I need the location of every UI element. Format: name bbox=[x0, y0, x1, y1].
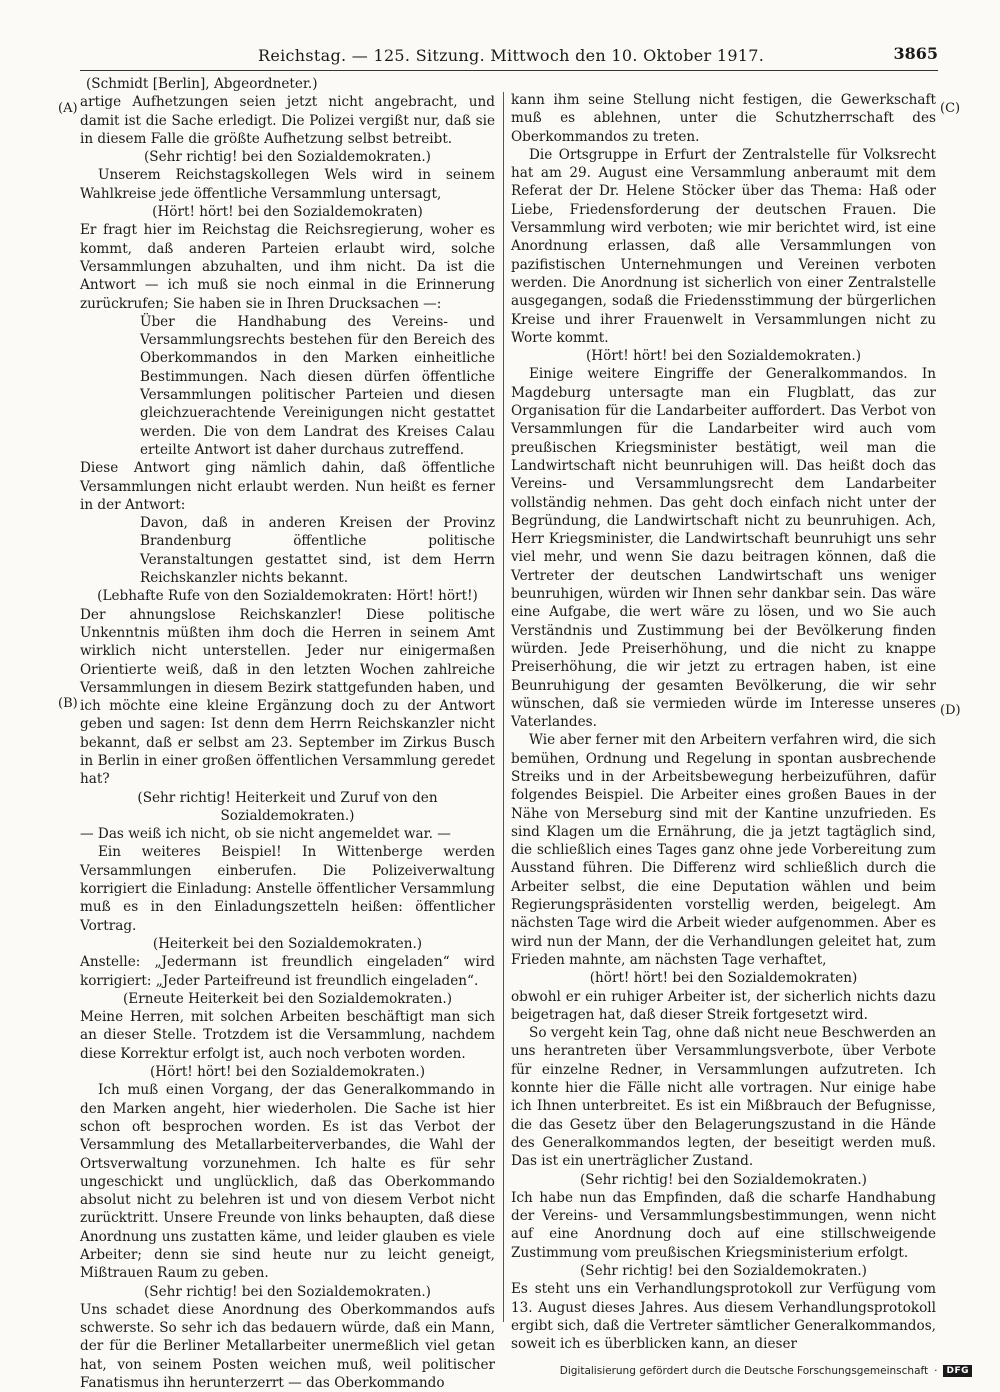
paragraph: kann ihm seine Stellung nicht festigen, die Gewerkschaft muß es ablehnen, unter die Schutzherrschaft des Oberkommandos zu treten. bbox=[511, 92, 936, 145]
paragraph: Einige weitere Eingriffe der Generalkommandos. In Magdeburg untersagte man ein Flugblatt, das zur Organisation für die Landarbeiter auffordert. Das Verbot von Versammlungen für die Landarbeiter wird auch vom preußischen Kriegsminister bestätigt, weil man die Landwirtschaft nicht beunruhigen will. Das heißt doch das Vereins- und Versammlungsrecht dem Landarbeiter vollständig nehmen. Das geht doch einfach nicht unter der Begründung, die Landwirtschaft nicht zu beunruhigen. Ach, Herr Kriegsminister, die Landwirtschaft beunruhigt uns sehr viel mehr, und wenn Sie dazu beitragen können, daß die Vertreter der deutschen Landwirtschaft uns weniger beunruhigen, würden wir Ihnen sehr dankbar sein. Das wäre eine Aufgabe, die wert wäre zu lösen, und wo Sie auch Verständnis und Zustimmung bei der Bevölkerung finden würden. Jede Preiserhöhung, und die nicht zu knappe Preiserhöhung, die wir jetzt zu ertragen haben, ist eine Beunruhigung der gesamten Bevölkerung, die wir sehr wünschen, daß sie vermieden würde im Interesse unseres Vaterlandes. bbox=[511, 366, 936, 731]
paragraph: Über die Handhabung des Vereins- und Versammlungsrechts bestehen für den Bereich des Oberkommandos in den Marken einheitliche Bestimmungen. Nach diesen dürfen öffentliche Versammlungen politischer Parteien und diesen gleichzuerachtende Vereinigungen nicht gestattet werden. Die von dem Landrat des Kreises Calau erteilte Antwort ist daher durchaus zutreffend. bbox=[140, 313, 495, 458]
interjection: (hört! hört! bei den Sozialdemokraten) bbox=[589, 970, 858, 987]
paragraph: Ein weiteres Beispiel! In Wittenberge werden Versammlungen einberufen. Die Polizeiverwaltung korrigiert die Einladung: Anstelle öffentlicher Versammlung muß es in den Einladungszetteln heißen: öffentlicher Vortrag. bbox=[80, 844, 495, 934]
margin-letter-c: (C) bbox=[940, 101, 961, 116]
paragraph: Wie aber ferner mit den Arbeitern verfahren wird, die sich bemühen, Ordnung und Regelung in spontan ausbrechende Streiks und in der Arbeitsbewegung herbeizuführen, dafür folgendes Beispiel. Die Arbeiter eines großen Baues in der Nähe von Merseburg sind mit der Kantine unzufrieden. Es sind Klagen um die Ernährung, die ja jetzt tagtäglich sind, die schließlich eines Tages ganz ohne jede Vorbereitung zum Ausstand führen. Die Differenz wird schließlich durch die Arbeiter selbst, die eine Deputation wählen und beim Regierungspräsidenten vorstellig werden, beigelegt. Am nächsten Tage wird die Arbeit wieder aufgenommen. Aber es wird nun der Mann, der die Verhandlungen geleitet hat, zum Frieden mahnte, am nächsten Tage verhaftet, bbox=[511, 732, 936, 968]
paragraph: Der ahnungslose Reichskanzler! Diese politische Unkenntnis müßten ihm doch die Herren in seinem Amt wirklich nicht unterstellen. Jeder nur einigermaßen Orientierte weiß, daß in den letzten Wochen zahlreiche Versammlungen in diesem Bezirk stattgefunden haben, und ich möchte eine kleine Ergänzung doch zu der Antwort geben und sagen: Ist denn dem Herrn Reichskanzler nicht bekannt, daß er selbst am 23. September im Zirkus Busch in Berlin in einer großen öffentlichen Versammlung geredet hat? bbox=[80, 606, 495, 788]
interjection: (Heiterkeit bei den Sozialdemokraten.) bbox=[152, 935, 423, 952]
paragraph: Davon, daß in anderen Kreisen der Provinz Brandenburg öffentliche politische Veranstaltungen gestattet sind, ist dem Herrn Reichskanzler nichts bekannt. bbox=[140, 515, 495, 587]
paragraph: Es steht uns ein Verhandlungsprotokoll zur Verfügung vom 13. August dieses Jahres. Aus diesem Verhandlungsprotokoll ergibt sich, daß die Vertreter sämtlicher Generalkommandos, soweit ich es überblicken kann, an dieser bbox=[511, 1281, 936, 1353]
paragraph: Er fragt hier im Reichstag die Reichsregierung, woher es kommt, daß anderen Parteien erlaubt wird, solche Versammlungen abzuhalten, und ihm nicht. Da ist die Antwort — ich muß sie noch einmal in die Erinnerung zurückrufen; Sie haben sie in Ihren Drucksachen —: bbox=[80, 222, 495, 312]
footer-credit bbox=[560, 1365, 972, 1377]
page-number: 3865 bbox=[893, 44, 938, 63]
paragraph: obwohl er ein ruhiger Arbeiter ist, der sicherlich nichts dazu beigetragen hat, daß dieser Streik fortgesetzt wird. bbox=[511, 988, 936, 1023]
paragraph: Ich habe nun das Empfinden, daß die scharfe Handhabung der Vereins- und Versammlungsbestimmungen, wenn nicht auf eine Anordnung doch auf eine stillschweigende Zustimmung vom preußischen Kriegsministerium erfolgt. bbox=[511, 1189, 936, 1261]
interjection: (Sehr richtig! Heiterkeit und Zuruf von den Sozialdemokraten.) bbox=[137, 789, 438, 824]
paragraph: artige Aufhetzungen seien jetzt nicht angebracht, und damit ist die Sache erledigt. Die Polizei vergißt nur, daß sie in diesem Falle die größte Aufhetzung selbst betreibt. bbox=[80, 94, 495, 147]
paragraph: — Das weiß ich nicht, ob sie nicht angemeldet war. — bbox=[80, 826, 451, 843]
margin-letter-b: (B) bbox=[58, 696, 78, 711]
paragraph: Anstelle: „Jedermann ist freundlich eingeladen“ wird korrigiert: „Jeder Parteifreund ist freundlich eingeladen“. bbox=[80, 954, 495, 989]
paragraph: Diese Antwort ging nämlich dahin, daß öffentliche Versammlungen nicht erlaubt werden. Nun heißt es ferner in der Antwort: bbox=[80, 460, 495, 513]
paragraph: Uns schadet diese Anordnung des Oberkommandos aufs schwerste. So sehr ich das bedauern würde, daß ein Mann, der für die Berliner Metallarbeiter unermeßlich viel getan hat, von seinem Posten weichen muß, weil politischer Fanatismus ihn herunterzerrt — das Oberkommando bbox=[80, 1301, 495, 1392]
page-header bbox=[80, 44, 938, 71]
interjection: (Sehr richtig! bei den Sozialdemokraten.) bbox=[580, 1263, 867, 1279]
paragraph: Unserem Reichstagskollegen Wels wird in seinem Wahlkreise jede öffentliche Versammlung untersagt, bbox=[80, 167, 495, 202]
footer-text: Digitalisierung gefördert durch die Deutsche Forschungsgemeinschaft bbox=[559, 1365, 929, 1377]
margin-letter-a: (A) bbox=[58, 101, 78, 116]
separator-dot: · bbox=[934, 1365, 938, 1377]
right-text-column bbox=[511, 91, 936, 1353]
interjection: (Sehr richtig! bei den Sozialdemokraten.) bbox=[144, 149, 431, 166]
column-divider bbox=[503, 92, 504, 1322]
paragraph: Die Ortsgruppe in Erfurt der Zentralstelle für Volksrecht hat am 29. August eine Versammlung anberaumt mit dem Referat der Dr. Helene Stöcker über das Thema: Haß oder Liebe, Friedensforderung der deutschen Frauen. Die Versammlung wird verboten; wie mir berichtet wird, ist eine Anordnung erlassen, daß alle Versammlungen von pazifistischen Unternehmungen und Vereinen verboten werden. Die Anordnung ist sicherlich von einer Zentralstelle ausgegangen, sodaß die Friedensstimmung der bürgerlichen Kreise und ihrer Frauenwelt in Versammlungen nicht zu Worte kommt. bbox=[511, 146, 936, 346]
paragraph: So vergeht kein Tag, ohne daß nicht neue Beschwerden an uns herantreten über Versammlungsverbote, über Verbote für einzelne Redner, in Versammlungen aufzutreten. Ich konnte hier die Fälle nicht alle vortragen. Nur einige habe ich Ihnen unterbreitet. Es ist ein Mißbrauch der Befugnisse, die das Gesetz über den Belagerungszustand in die Hände des Generalkommandos legten, der beseitigt werden muß. Das ist ein unerträglicher Zustand. bbox=[511, 1025, 936, 1170]
paragraph: (Schmidt [Berlin], Abgeordneter.) bbox=[86, 76, 318, 92]
interjection: (Erneute Heiterkeit bei den Sozialdemokraten.) bbox=[122, 990, 453, 1007]
interjection: (Hört! hört! bei den Sozialdemokraten.) bbox=[585, 348, 861, 365]
margin-letter-d: (D) bbox=[940, 703, 961, 718]
interjection: (Hört! hört! bei den Sozialdemokraten.) bbox=[149, 1064, 425, 1081]
dfg-logo: DFG bbox=[943, 1365, 972, 1377]
interjection: (Sehr richtig! bei den Sozialdemokraten.) bbox=[144, 1283, 431, 1300]
running-title: Reichstag. — 125. Sitzung. Mittwoch den 10. Oktober 1917. bbox=[258, 46, 765, 65]
left-text-column bbox=[80, 75, 495, 1392]
interjection: (Sehr richtig! bei den Sozialdemokraten.) bbox=[580, 1171, 867, 1188]
paragraph: Ich muß einen Vorgang, der das Generalkommando in den Marken angeht, hier wiederholen. Die Sache ist hier schon oft besprochen worden. Es ist das Verbot der Versammlung des Metallarbeiterverbandes, die Wahl der Ortsverwaltung vorzunehmen. Ich halte es für sehr ungeschickt und unglücklich, daß das Oberkommando absolut nicht zu belehren ist und von diesem Verbot nicht zurücktritt. Unsere Freunde von links behaupten, daß diese Anordnung uns zustatten käme, und leider glauben es viele Arbeiter; denn sie sind heute nur zu leicht geneigt, Mißtrauen Raum zu geben. bbox=[80, 1082, 495, 1282]
interjection: (Hört! hört! bei den Sozialdemokraten) bbox=[152, 204, 423, 221]
interjection: (Lebhafte Rufe von den Sozialdemokraten: Hört! hört!) bbox=[97, 588, 478, 605]
paragraph: Meine Herren, mit solchen Arbeiten beschäftigt man sich an dieser Stelle. Trotzdem ist die Versammlung, nachdem diese Korrektur erfolgt ist, auch noch verboten worden. bbox=[80, 1009, 495, 1062]
